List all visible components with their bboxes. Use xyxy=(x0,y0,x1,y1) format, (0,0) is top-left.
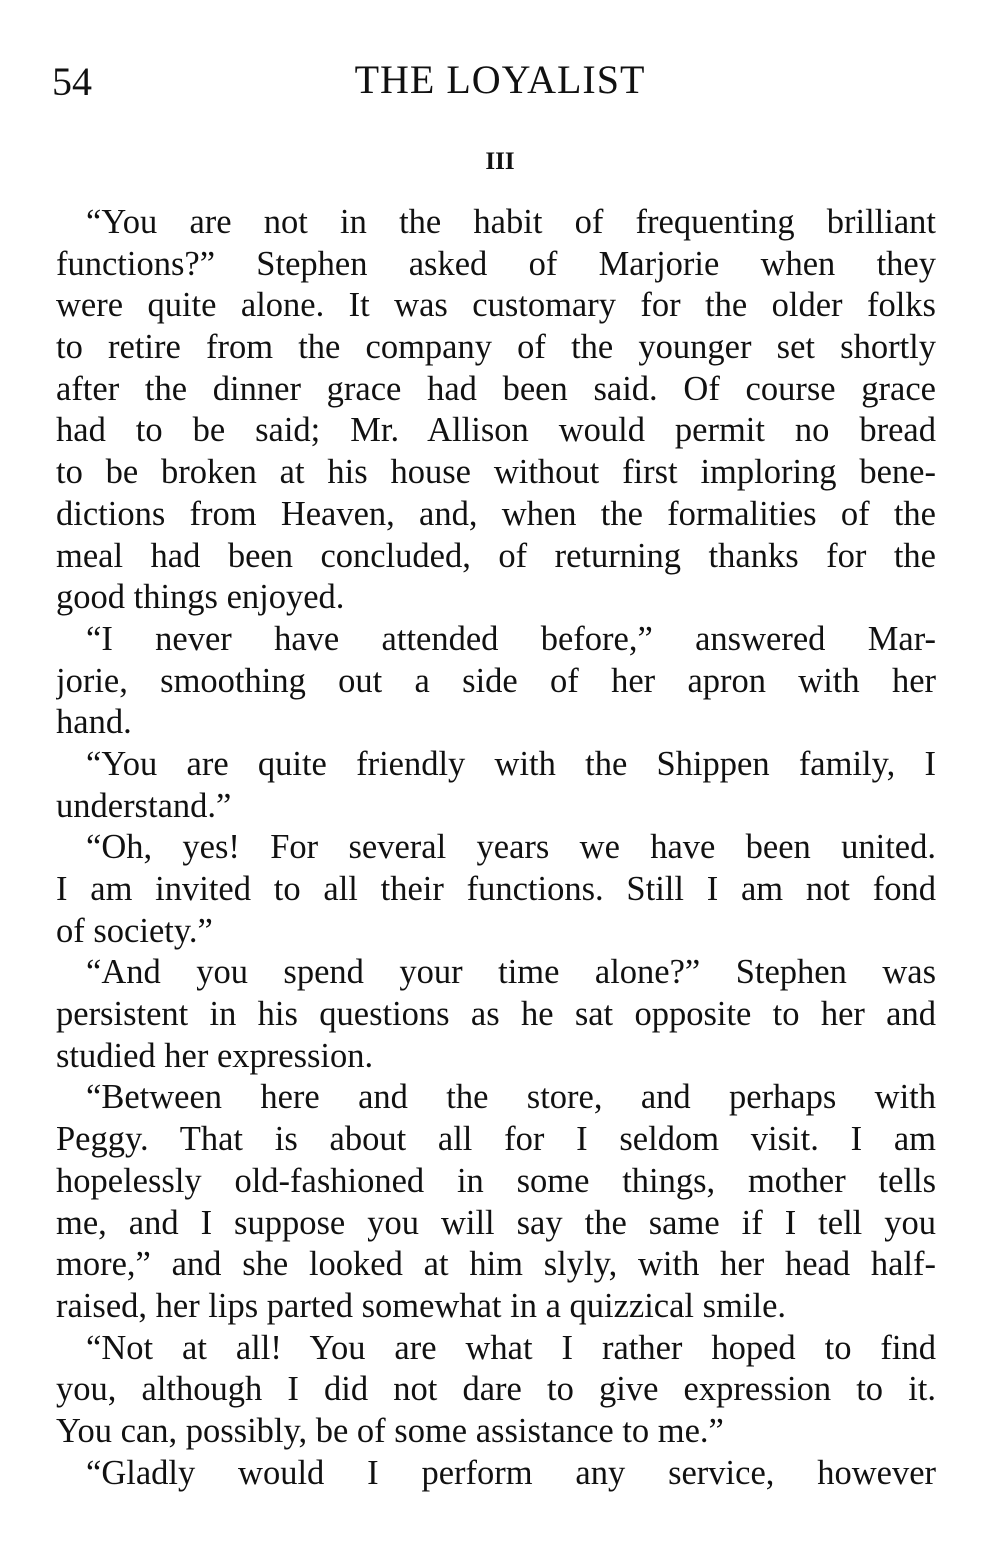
text-line: understand.” xyxy=(56,786,232,825)
text-line: Peggy. That is about all for I seldom visit. I am xyxy=(56,1120,936,1159)
text-line: “You are quite friendly with the Shippen family, I xyxy=(86,744,936,783)
text-line: hand. xyxy=(56,703,132,742)
text-line: “I never have attended before,” answered Mar- xyxy=(86,619,936,658)
text-line: persistent in his questions as he sat opposite to her and xyxy=(56,995,936,1034)
text-line: jorie, smoothing out a side of her apron with her xyxy=(56,661,936,700)
text-line: “Not at all! You are what I rather hoped to find xyxy=(86,1328,936,1367)
text-line: me, and I suppose you will say the same if I tell you xyxy=(56,1203,936,1242)
text-line: after the dinner grace had been said. Of course grace xyxy=(56,369,936,408)
text-line: “And you spend your time alone?” Stephen was xyxy=(86,953,936,992)
text-line: “Oh, yes! For several years we have been united. xyxy=(86,828,936,867)
text-line: “Between here and the store, and perhaps with xyxy=(86,1078,936,1117)
body-text xyxy=(56,202,936,1494)
text-line: of society.” xyxy=(56,911,213,950)
text-line: studied her expression. xyxy=(56,1036,374,1075)
text-line: dictions from Heaven, and, when the formalities of the xyxy=(56,494,936,533)
chapter-number: III xyxy=(485,148,515,175)
text-line: were quite alone. It was customary for the older folks xyxy=(56,286,936,325)
text-line: “You are not in the habit of frequenting brilliant xyxy=(86,203,936,241)
text-line: good things enjoyed. xyxy=(56,578,345,617)
text-line: hopelessly old-fashioned in some things, mother tells xyxy=(56,1161,936,1200)
text-line: I am invited to all their functions. Still I am not fond xyxy=(56,870,936,908)
text-line: had to be said; Mr. Allison would permit no bread xyxy=(56,411,936,450)
text-line: more,” and she looked at him slyly, with her head half- xyxy=(56,1245,936,1284)
text-line: functions?” Stephen asked of Marjorie when they xyxy=(56,244,936,283)
text-line: to retire from the company of the younger set shortly xyxy=(56,328,936,367)
page-number: 54 xyxy=(52,59,92,104)
text-line: “Gladly would I perform any service, however xyxy=(86,1453,936,1492)
text-line: You can, possibly, be of some assistance to me.” xyxy=(56,1411,724,1450)
text-line: meal had been concluded, of returning thanks for the xyxy=(56,536,936,575)
running-head: THE LOYALIST xyxy=(354,57,646,102)
text-line: raised, her lips parted somewhat in a quizzical smile. xyxy=(56,1286,787,1325)
text-line: you, although I did not dare to give expression to it. xyxy=(56,1370,936,1409)
text-line: to be broken at his house without first imploring bene- xyxy=(56,453,936,492)
